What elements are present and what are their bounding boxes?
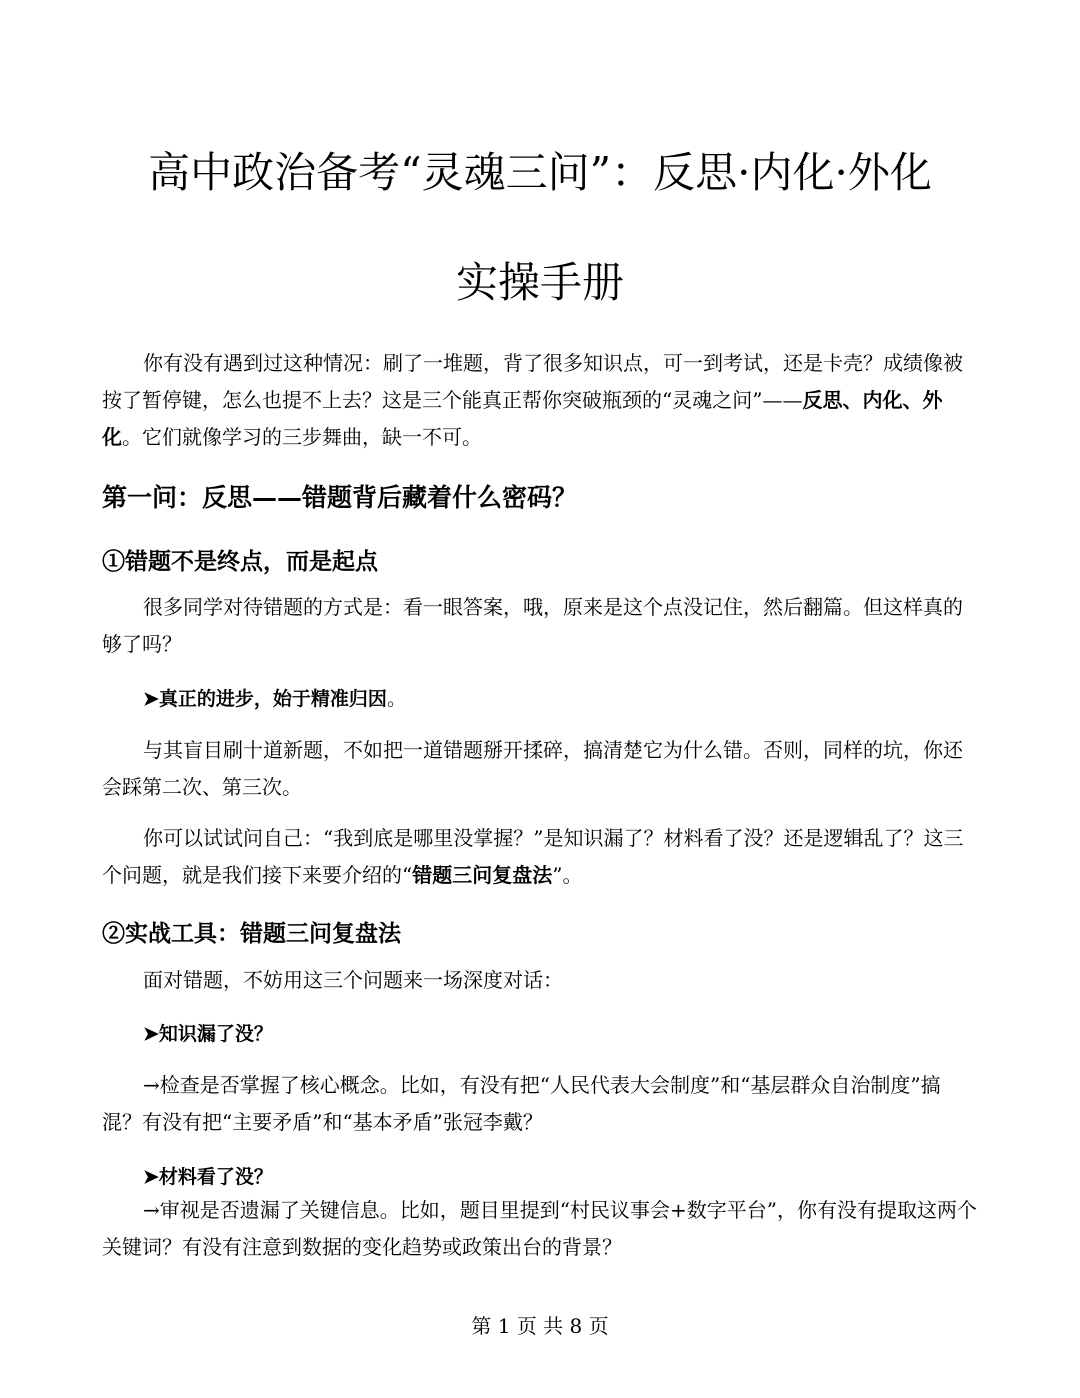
q2-label: 材料看了没？ [158, 1166, 273, 1188]
bullet1-tail: 。 [386, 688, 406, 710]
q1-paragraph: →检查是否掌握了核心概念。比如，有没有把“人民代表大会制度”和“基层群众自治制度”搞混？有没有把“主要矛盾”和“基本矛盾”张冠李戴？ [102, 1073, 941, 1134]
document-title-line2: 实操手册 [455, 258, 624, 307]
section1-heading: 第一问：反思——错题背后藏着什么密码？ [102, 483, 578, 512]
arrow-icon: ➤ [143, 1023, 159, 1045]
document-title-line1: 高中政治备考“灵魂三问”：反思·内化·外化 [148, 148, 932, 197]
sub2-paragraph1: 面对错题，不妨用这三个问题来一场深度对话： [143, 968, 563, 992]
bullet1-bold: 真正的进步，始于精准归因 [158, 688, 387, 710]
sub1-paragraph3 [102, 820, 978, 894]
sub2-heading: ②实战工具：错题三问复盘法 [102, 920, 401, 947]
para3-bold: 错题三问复盘法 [412, 863, 553, 887]
intro-paragraph [102, 345, 978, 456]
arrow-icon: ➤ [143, 688, 159, 710]
q1-label: 知识漏了没？ [158, 1023, 273, 1045]
intro-text: 你有没有遇到过这种情况：刷了一堆题，背了很多知识点，可一到考试，还是卡壳？成绩像被按了暂停键，怎么也提不上去？这是三个能真正帮你突破瓶颈的“灵魂之问”—— [102, 351, 963, 412]
sub1-paragraph1: 很多同学对待错题的方式是：看一眼答案，哦，原来是这个点没记住，然后翻篇。但这样真的够了吗？ [102, 595, 963, 656]
arrow-icon: ➤ [143, 1166, 159, 1188]
para3-text: 你可以试试问自己：“我到底是哪里没掌握？”是知识漏了？材料看了没？还是逻辑乱了？这三个问题，就是我们接下来要介绍的“ [102, 826, 964, 887]
sub1-heading: ①错题不是终点，而是起点 [102, 548, 378, 575]
sub1-bullet1 [143, 684, 406, 711]
sub1-paragraph2: 与其盲目刷十道新题，不如把一道错题掰开揉碎，搞清楚它为什么错。否则，同样的坑，你还会踩第二次、第三次。 [102, 738, 963, 799]
intro-bold: 反思、内化、外化 [102, 388, 943, 449]
intro-tail: 。它们就像学习的三步舞曲，缺一不可。 [122, 425, 482, 449]
q1-bullet [143, 1019, 273, 1046]
para3-tail: ”。 [552, 863, 583, 887]
q2-paragraph: →审视是否遗漏了关键信息。比如，题目里提到“村民议事会+数字平台”，你有没有提取这两个关键词？有没有注意到数据的变化趋势或政策出台的背景？ [102, 1198, 977, 1259]
page-footer: 第 1 页 共 8 页 [471, 1314, 609, 1338]
q2-bullet [143, 1162, 273, 1189]
